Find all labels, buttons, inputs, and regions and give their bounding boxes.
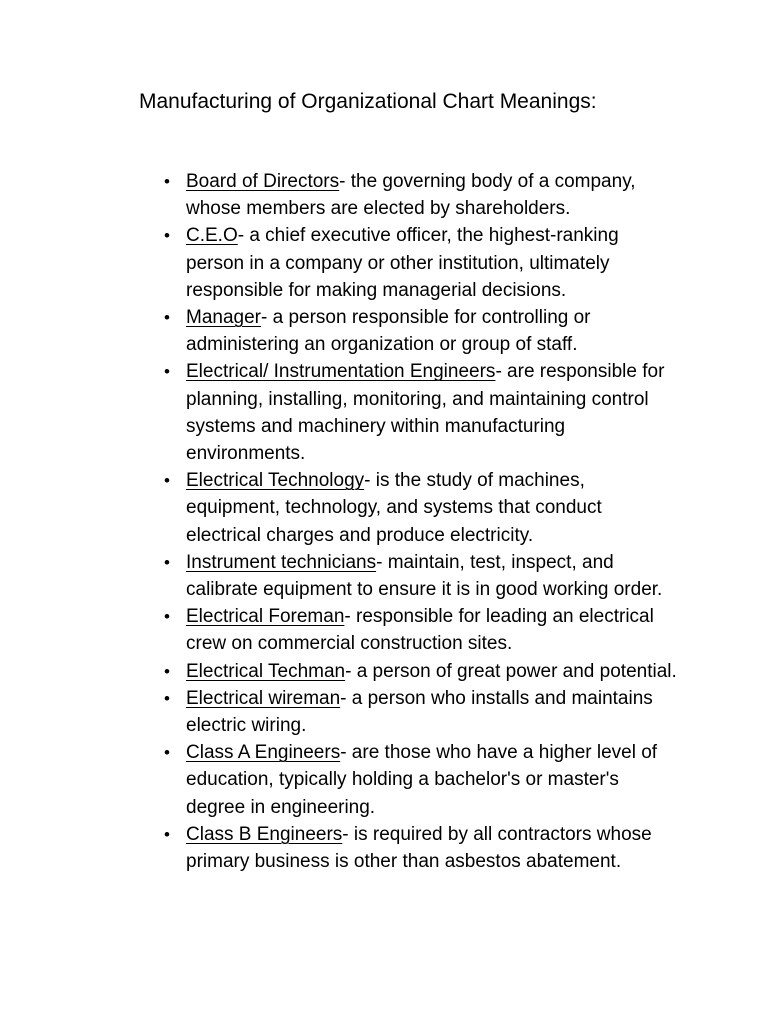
list-item-electrical-techman: [164, 658, 678, 685]
page-title: Manufacturing of Organizational Chart Meanings:: [139, 90, 597, 113]
definition-list: [164, 168, 678, 875]
bullet-icon: •: [164, 661, 170, 681]
list-item-electrical-foreman: [164, 603, 678, 657]
term-label: Instrument technicians: [186, 551, 377, 573]
term-label: Electrical wireman: [186, 687, 341, 709]
list-item-manager: [164, 304, 678, 358]
definition-text: - responsible for leading an electrical crew on commercial construction sites.: [186, 606, 654, 655]
definition-text: - a person responsible for controlling or administering an organization or group of staff.: [186, 307, 591, 356]
bullet-icon: •: [164, 607, 170, 627]
list-item-instrumentation-engineers: [164, 358, 678, 467]
term-label: Manager: [186, 307, 261, 329]
term-label: Electrical/ Instrumentation Engineers: [186, 361, 496, 383]
term-label: Electrical Foreman: [186, 606, 345, 628]
definition-text: - the governing body of a company, whose members are elected by shareholders.: [186, 171, 636, 220]
term-label: Class A Engineers: [186, 742, 341, 764]
list-item-board-of-directors: [164, 168, 678, 222]
list-item-electrical-technology: [164, 467, 678, 549]
list-item-instrument-technicians: [164, 549, 678, 603]
definition-text: - a person of great power and potential.: [345, 660, 677, 682]
definition-text: - a chief executive officer, the highest-ranking person in a company or other institution, ultimately responsible for making managerial decisions.: [186, 225, 619, 301]
bullet-icon: •: [164, 743, 170, 763]
bullet-icon: •: [164, 824, 170, 844]
bullet-icon: •: [164, 552, 170, 572]
definition-text: - is the study of machines, equipment, technology, and systems that conduct electrical charges and produce electricity.: [186, 470, 602, 546]
term-label: Board of Directors: [186, 171, 340, 192]
definition-text: - are those who have a higher level of education, typically holding a bachelor's or master's degree in engineering.: [186, 742, 658, 818]
list-item-class-a-engineers: [164, 739, 678, 821]
term-label: Electrical Techman: [186, 660, 346, 682]
list-item-class-b-engineers: [164, 821, 678, 875]
term-label: Electrical Technology: [186, 470, 365, 492]
bullet-icon: •: [164, 471, 170, 491]
bullet-icon: •: [164, 172, 170, 191]
bullet-icon: •: [164, 362, 170, 382]
term-label: Class B Engineers: [186, 823, 343, 845]
term-label: C.E.O: [186, 225, 238, 247]
definition-text: - maintain, test, inspect, and calibrate equipment to ensure it is in good working order.: [186, 551, 663, 601]
list-item-ceo: [164, 222, 678, 304]
bullet-icon: •: [164, 226, 170, 246]
definition-text: - is required by all contractors whose primary business is other than asbestos abatement.: [186, 823, 652, 873]
bullet-icon: •: [164, 688, 170, 708]
bullet-icon: •: [164, 308, 170, 328]
list-item-electrical-wireman: [164, 685, 678, 739]
definition-text: - are responsible for planning, installing, monitoring, and maintaining control systems and machinery within manufacturing environments.: [186, 361, 665, 465]
definition-text: - a person who installs and maintains electric wiring.: [186, 687, 653, 737]
